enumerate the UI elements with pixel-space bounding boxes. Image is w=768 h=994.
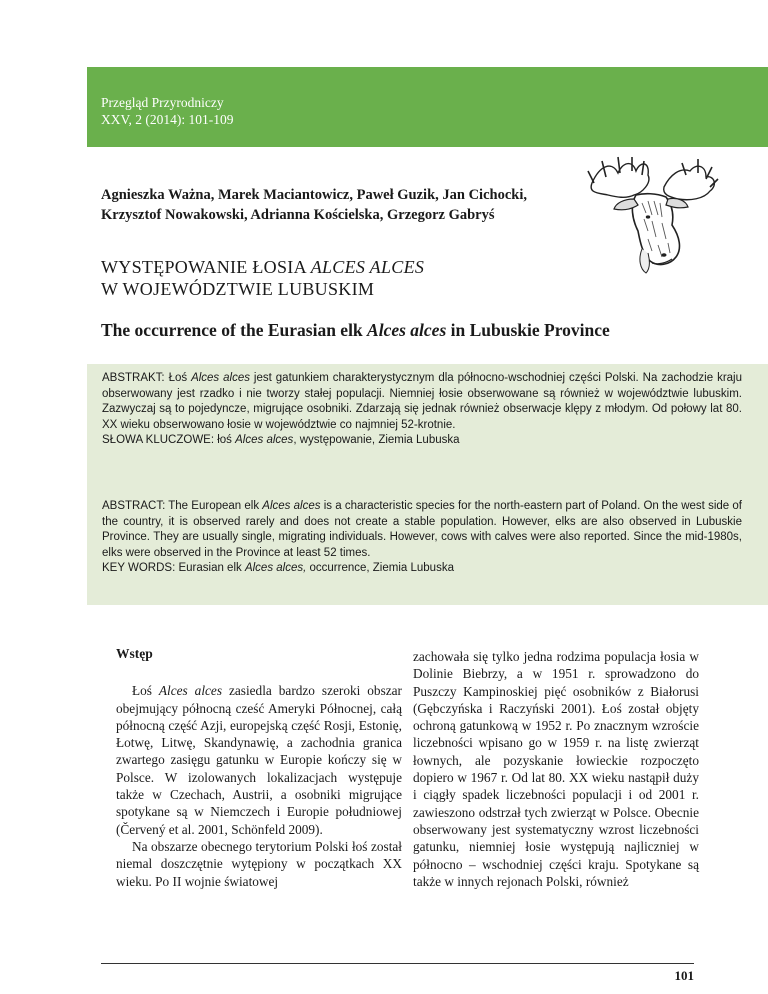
body-paragraph-1 — [116, 682, 402, 838]
moose-head-illustration — [582, 153, 722, 275]
footer-rule — [101, 963, 694, 964]
body-p1-species: Alces alces — [158, 683, 223, 699]
journal-header-bar — [87, 67, 768, 147]
keywords-en-text: occurrence, Ziemia Lubuska — [306, 562, 454, 574]
abstract-pl-label: ABSTRAKT: Łoś — [102, 372, 192, 384]
title-en-species: Alces alces — [367, 320, 447, 340]
abstract-en-species: Alces alces — [262, 500, 321, 512]
section-heading: Wstęp — [116, 646, 153, 661]
title-en-text-end: in Lubuskie Province — [446, 320, 610, 340]
keywords-en-species: Alces alces, — [244, 562, 307, 574]
body-column-left — [116, 645, 402, 890]
body-column-right — [413, 648, 699, 890]
abstract-en-label: ABSTRACT: The European elk — [102, 500, 263, 512]
title-pl-text: WYSTĘPOWANIE ŁOSIA — [101, 257, 311, 277]
keywords-pl-text: , występowanie, Ziemia Lubuska — [293, 434, 460, 446]
abstract-en-text: is a characteristic species for the north-eastern part of Poland. On the west side of the country, it is observed rarely and does not create a stable population. However, elks are also observed in Lubuskie Province. They are usually single, migrating individuals. However, cows with calves were also reported. Since the mid-1980s, elks were observed in the Province at least 52 times. — [102, 500, 742, 559]
abstract-english — [102, 499, 742, 577]
abstract-pl-species: Alces alces — [191, 372, 250, 384]
keywords-pl-label: SŁOWA KLUCZOWE: łoś — [102, 434, 236, 446]
author-line-1: Agnieszka Ważna, Marek Maciantowicz, Paweł Guzik, Jan Cichocki, — [101, 187, 527, 203]
body-p1-start: Łoś — [132, 683, 159, 699]
author-line-2: Krzysztof Nowakowski, Adrianna Kościelska, Grzegorz Gabryś — [101, 207, 495, 223]
article-title-polish — [101, 256, 571, 300]
keywords-english — [102, 561, 742, 577]
title-pl-line-1 — [101, 256, 571, 278]
title-pl-line-2: W WOJEWÓDZTWIE LUBUSKIM — [101, 279, 375, 299]
body-paragraph-2: Na obszarze obecnego terytorium Polski łoś został niemal doszczętnie wytępiony w początkach XX wieku. Po II wojnie światowej — [116, 838, 402, 889]
keywords-pl-species: Alces alces — [235, 434, 294, 446]
journal-name: Przegląd Przyrodniczy — [101, 95, 224, 110]
journal-info — [101, 94, 234, 128]
title-pl-species: ALCES ALCES — [310, 257, 425, 277]
abstract-polish — [102, 371, 742, 449]
abstract-pl-text: jest gatunkiem charakterystycznym dla północno-wschodniej części Polski. Na zachodzie kraju obserwowany jest rzadko i nie tworzy stałej populacji. Niemniej łosie obserwowane są również w województwie lubuskim. Zazwyczaj są to pojedyncze, migrujące osobniki. Zdarzają się jednak również obserwacje klępy z młodym. Od połowy lat 80. XX wieku obserwowano łosie w województwie co najmniej 52-krotnie. — [102, 372, 742, 431]
page-number: 101 — [674, 968, 694, 983]
author-list — [101, 185, 581, 225]
article-title-english — [101, 319, 741, 341]
title-en-text: The occurrence of the Eurasian elk — [101, 320, 368, 340]
body-p1-rest: zasiedla bardzo szeroki obszar obejmujący północną cześć Ameryki Północnej, całą północną część Azji, europejską część Rosji, Estonię, Łotwę, Litwę, Skandynawię, a zachodnia granica zwartego zasięgu gatunku w Europie kończy się w Polsce. W izolowanych lokalizacjach występuje także w Czechach, Austrii, a osobniki migrujące spotykane są w Niemczech i Europie południowej (Červený et al. 2001, Schönfeld 2009). — [116, 683, 402, 837]
keywords-en-label: KEY WORDS: Eurasian elk — [102, 562, 245, 574]
keywords-polish — [102, 433, 742, 449]
body-paragraph-3: zachowała się tylko jedna rodzima populacja łosia w Dolinie Biebrzy, a w 1951 r. sprowadzono do Puszczy Kampinoskiej pięć osobników z Białorusi (Gębczyńska i Raczyński 2001). Łoś został objęty ochroną gatunkową w 1952 r. Po znacznym wzroście liczebności wpisano go w 1959 r. na listę zwierząt łownych, ale pozyskanie łowieckie rozpoczęto dopiero w 1967 r. Od lat 80. XX wieku nastąpił duży i ciągły spadek liczebności populacji i od 2001 r. zawieszono odstrzał tych zwierząt w Polsce. Obecnie obserwowany jest systematyczny wzrost liczebności gatunku, niemniej łosie występują najliczniej w północno – wschodniej części kraju. Spotykane są także w innych rejonach Polski, również — [413, 649, 699, 889]
abstract-box — [87, 364, 768, 605]
journal-citation: XXV, 2 (2014): 101-109 — [101, 112, 234, 127]
